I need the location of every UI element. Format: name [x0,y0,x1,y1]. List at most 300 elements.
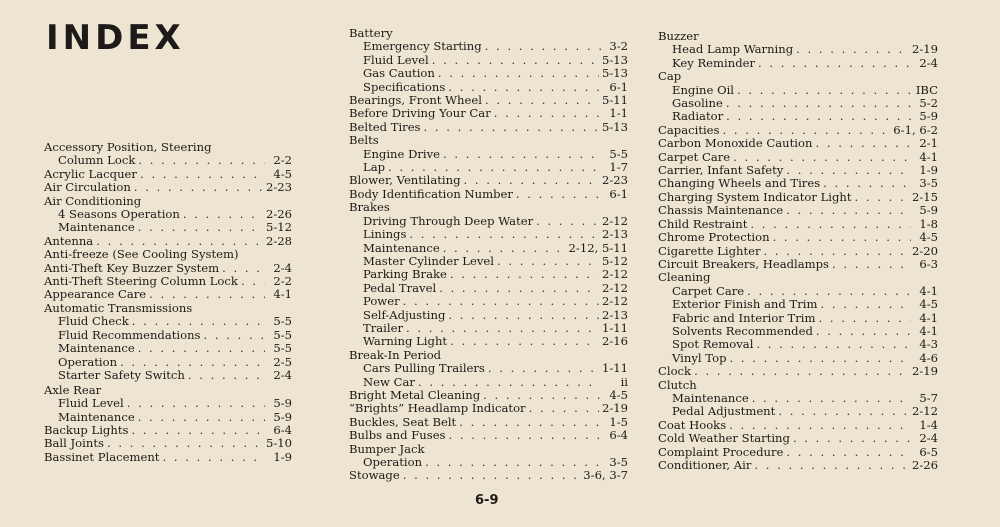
index-term: Key Reminder [672,55,756,70]
index-page-ref: 2-4 [273,367,292,382]
index-term: 4 Seasons Operation [58,207,180,222]
dot-leader [730,352,911,365]
index-term: Pedal Adjustment [672,404,776,419]
index-term: Operation [58,354,118,369]
index-page-ref: ii [620,374,628,389]
index-page-ref: 5-10 [265,436,292,451]
index-term: Chassis Maintenance [658,203,784,218]
index-term: Vinyl Top [672,350,727,365]
index-subentry [349,322,628,335]
index-term: Coat Hooks [658,417,727,432]
index-term: Engine Oil [672,82,734,97]
index-page-ref: 2-2 [273,153,292,168]
index-subentry [349,161,628,174]
index-page-ref: 5-2 [919,96,938,111]
index-subentry [349,242,628,255]
index-heading [44,248,292,261]
index-subentry [44,154,292,167]
index-term: Cleaning [658,270,711,285]
index-term: Carbon Monoxide Caution [658,136,813,151]
index-page-ref: 2-4 [919,431,938,446]
index-entry [349,107,628,120]
index-term: Charging System Indicator Light [658,189,852,204]
dot-leader [409,228,599,241]
index-term: Bulbs and Fuses [349,428,446,443]
index-entry [349,94,628,107]
index-page-ref: 4-1 [919,310,938,325]
index-heading [44,195,292,208]
dot-leader [438,67,599,80]
index-page-ref: 2-15 [911,189,938,204]
index-term: Conditioner, Air [658,458,752,472]
index-subentry [658,352,938,365]
index-term: Clutch [658,377,697,392]
index-page-ref: 2-4 [919,55,938,70]
index-page-ref: 2-12, 5-11 [568,240,628,255]
dot-leader [758,57,911,70]
index-term: Antenna [44,233,94,248]
index-term: New Car [363,374,415,389]
dot-leader [488,362,599,375]
index-page-ref: 1-11 [601,361,628,376]
dot-leader [403,295,599,308]
dot-leader [747,285,911,298]
dot-leader [450,268,599,281]
index-term: Anti-freeze (See Cooling System) [44,247,239,262]
dot-leader [786,446,911,459]
index-page-ref: 5-9 [273,409,292,424]
index-subentry [349,335,628,348]
index-entry [44,168,292,181]
index-entry [349,121,628,134]
index-page-ref: 5-11 [601,93,628,108]
dot-leader [388,161,601,174]
dot-leader [134,181,263,194]
index-page-ref: 5-5 [273,314,292,329]
index-page-ref: 2-20 [911,243,938,258]
index-subentry [44,411,292,424]
dot-leader [483,389,601,402]
index-page-ref: 2-2 [273,274,292,289]
index-subentry [44,369,292,382]
index-term: Carpet Care [672,283,745,298]
index-entry [349,389,628,402]
index-page-ref: 2-12 [911,404,938,419]
dot-leader [726,110,911,123]
index-entry [44,437,292,450]
dot-leader [756,338,911,351]
index-heading [44,141,292,154]
dot-leader [723,124,891,137]
index-entry [44,288,292,301]
index-entry [658,258,938,271]
dot-leader [448,309,599,322]
index-page-ref: 6-1 [609,186,628,201]
dot-leader [120,356,265,369]
index-page-ref: 6-1 [609,79,628,94]
index-page-ref: 2-1 [919,136,938,151]
index-entry [44,451,292,464]
page-number: 6-9 [475,493,499,508]
index-page-ref: 3-5 [919,176,938,191]
index-subentry [658,43,938,56]
index-term: Appearance Care [44,287,147,302]
index-entry [658,177,938,190]
index-entry [658,191,938,204]
index-heading [658,30,938,43]
dot-leader [418,376,601,389]
index-page-ref: 5-9 [919,109,938,124]
index-page-ref: 4-1 [919,283,938,298]
index-heading [349,201,628,214]
index-page-ref: 5-12 [265,220,292,235]
index-page-ref: 5-9 [919,203,938,218]
dot-leader [162,451,265,464]
index-entry [44,262,292,275]
index-subentry [658,298,938,311]
index-subentry [349,148,628,161]
index-term: Anti-Theft Key Buzzer System [44,260,220,275]
index-term: Carrier, Infant Safety [658,163,784,178]
index-subentry [658,312,938,325]
index-column-1 [44,141,292,464]
index-entry [349,188,628,201]
index-page-ref: 2-12 [601,280,628,295]
index-page-ref: 4-3 [919,337,938,352]
dot-leader [750,218,911,231]
dot-leader [448,81,601,94]
index-page-ref: 6-5 [919,444,938,459]
index-page-ref: 4-5 [273,166,292,181]
index-heading [658,271,938,284]
index-subentry [349,215,628,228]
dot-leader [485,40,601,53]
index-term: Maintenance [672,390,749,405]
index-term: Stowage [349,468,400,483]
index-term: Battery [349,26,393,40]
index-page-ref: 4-5 [609,387,628,402]
index-term: Lap [363,160,386,175]
index-term: Solvents Recommended [672,323,813,338]
index-heading [658,70,938,83]
index-term: “Brights” Headlamp Indicator [349,401,526,416]
index-subentry [349,268,628,281]
index-page-ref: 5-12 [601,253,628,268]
index-term: Maintenance [363,240,440,255]
index-entry [658,231,938,244]
index-page-ref: 2-23 [601,173,628,188]
index-page-ref: 2-26 [265,207,292,222]
index-term: Maintenance [58,220,135,235]
index-term: Bright Metal Cleaning [349,387,481,402]
index-term: Trailer [363,320,404,335]
index-term: Engine Drive [363,146,441,161]
index-term: Cigarette Lighter [658,243,761,258]
index-term: Brakes [349,200,390,215]
index-page-ref: 4-1 [919,323,938,338]
dot-leader [823,177,911,190]
dot-leader [816,325,911,338]
index-subentry [658,392,938,405]
dot-leader [107,437,263,450]
index-page-ref: 6-3 [919,256,938,271]
index-page-ref: 2-12 [601,213,628,228]
index-page-ref: 2-19 [911,42,938,57]
index-entry [349,469,628,482]
dot-leader [450,335,599,348]
index-subentry [349,255,628,268]
dot-leader [773,231,911,244]
dot-leader [443,148,601,161]
index-heading [349,443,628,456]
index-page-ref: 1-9 [919,163,938,178]
dot-leader [424,121,599,134]
index-term: Changing Wheels and Tires [658,176,821,191]
dot-leader [138,411,265,424]
index-term: Pedal Travel [363,280,437,295]
index-page-ref: 2-19 [911,364,938,379]
index-page-ref: 2-28 [265,233,292,248]
dot-leader [425,456,601,469]
index-term: Cold Weather Starting [658,431,790,446]
dot-leader [204,329,265,342]
index-term: Before Driving Your Car [349,106,491,121]
index-term: Clock [658,364,692,379]
index-page-ref: 5-13 [601,52,628,67]
index-term: Power [363,294,400,309]
index-term: Bassinet Placement [44,449,160,464]
index-term: Warning Light [363,334,448,349]
dot-leader [536,215,599,228]
index-subentry [44,315,292,328]
index-heading [349,349,628,362]
dot-leader [815,137,911,150]
dot-leader [132,315,265,328]
index-subentry [658,405,938,418]
index-page-ref: 3-2 [609,39,628,54]
index-heading [44,384,292,397]
index-entry [658,446,938,459]
dot-leader [752,392,911,405]
dot-leader [793,432,911,445]
dot-leader [754,459,909,472]
index-page-ref: 2-16 [601,334,628,349]
index-subentry [44,342,292,355]
index-page-ref: 2-12 [601,294,628,309]
index-column-2 [349,27,628,483]
index-subentry [349,309,628,322]
index-entry [658,245,938,258]
index-subentry [658,110,938,123]
dot-leader [494,107,601,120]
dot-leader [459,416,601,429]
dot-leader [796,43,909,56]
index-term: Master Cylinder Level [363,253,494,268]
dot-leader [786,164,911,177]
index-subentry [658,325,938,338]
index-subentry [44,329,292,342]
dot-leader [138,154,265,167]
index-entry [658,419,938,432]
index-term: Fabric and Interior Trim [672,310,816,325]
index-page-ref: 2-12 [601,267,628,282]
index-page-ref: 5-9 [273,396,292,411]
index-subentry [44,356,292,369]
index-term: Body Identification Number [349,186,513,201]
index-term: Head Lamp Warning [672,42,794,57]
index-term: Bumper Jack [349,441,425,456]
index-subentry [349,362,628,375]
dot-leader [432,54,599,67]
index-subentry [349,456,628,469]
index-heading [349,27,628,40]
index-subentry [349,295,628,308]
dot-leader [786,204,911,217]
index-page-ref: 1-1 [609,106,628,121]
index-subentry [349,81,628,94]
index-subentry [658,84,938,97]
index-term: Maintenance [58,409,135,424]
index-entry [44,275,292,288]
index-term: Bearings, Front Wheel [349,93,482,108]
dot-leader [778,405,909,418]
index-term: Blower, Ventilating [349,173,461,188]
index-term: Belted Tires [349,119,421,134]
index-term: Column Lock [58,153,136,168]
index-page-ref: 5-5 [273,327,292,342]
dot-leader [464,174,599,187]
dot-leader [96,235,263,248]
index-term: Child Restraint [658,216,748,231]
index-term: Gas Caution [363,66,435,81]
index-page-ref: 4-5 [919,297,938,312]
index-term: Parking Brake [363,267,447,282]
index-entry [658,365,938,378]
index-term: Backup Lights [44,423,129,438]
dot-leader [403,469,581,482]
index-subentry [349,282,628,295]
index-page-ref: 6-4 [273,423,292,438]
index-term: Buzzer [658,29,699,43]
index-term: Emergency Starting [363,39,482,54]
dot-leader [820,298,911,311]
index-term: Cap [658,69,682,84]
index-page-ref: 5-5 [609,146,628,161]
index-term: Self-Adjusting [363,307,446,322]
index-page-ref: 2-26 [911,458,938,472]
dot-leader [832,258,911,271]
index-entry [349,174,628,187]
index-term: Spot Removal [672,337,754,352]
index-page-ref: 3-6, 3-7 [583,468,628,483]
index-term: Starter Safety Switch [58,367,185,382]
index-term: Operation [363,455,423,469]
index-page-ref: 2-4 [273,260,292,275]
dot-leader [819,312,911,325]
index-page-ref: 4-1 [919,149,938,164]
index-page-ref: 2-13 [601,227,628,242]
index-page-ref: 5-13 [601,66,628,81]
index-subentry [658,338,938,351]
index-term: Capacities [658,122,720,137]
index-term: Linings [363,227,407,242]
index-page-ref: 1-9 [273,449,292,464]
index-page-ref: 4-1 [273,287,292,302]
index-term: Chrome Protection [658,230,770,245]
index-subentry [44,208,292,221]
index-term: Automatic Transmissions [44,300,193,315]
index-term: Fluid Level [58,396,124,411]
index-term: Cars Pulling Trailers [363,361,485,376]
index-term: Accessory Position, Steering [44,140,212,154]
dot-leader [138,342,265,355]
index-term: Complaint Procedure [658,444,784,459]
index-term: Belts [349,133,379,148]
index-page-ref: 4-5 [919,230,938,245]
index-entry [658,164,938,177]
index-term: Air Circulation [44,180,131,195]
index-entry [658,218,938,231]
dot-leader [439,282,599,295]
index-page-ref: 6-4 [609,428,628,443]
index-term: Axle Rear [44,382,102,397]
index-page-ref: 1-11 [601,320,628,335]
dot-leader [485,94,599,107]
index-subentry [658,285,938,298]
index-column-3 [658,30,938,472]
index-page-ref: 3-5 [609,455,628,469]
dot-leader [529,402,599,415]
dot-leader [138,221,263,234]
index-term: Circuit Breakers, Headlamps [658,256,830,271]
dot-leader [406,322,599,335]
index-entry [349,429,628,442]
index-subentry [349,376,628,389]
index-page-ref: 2-13 [601,307,628,322]
index-heading [658,379,938,392]
index-entry [658,432,938,445]
index-page-ref: 5-5 [273,341,292,356]
index-entry [44,235,292,248]
index-subentry [44,221,292,234]
index-subentry [44,397,292,410]
index-page-ref: 2-19 [601,401,628,416]
dot-leader [188,369,265,382]
dot-leader [726,97,911,110]
index-entry [44,424,292,437]
index-entry [658,124,938,137]
dot-leader [737,84,911,97]
index-entry [349,402,628,415]
index-page-ref: IBC [915,82,938,97]
index-term: Specifications [363,79,446,94]
dot-leader [764,245,909,258]
index-subentry [349,40,628,53]
index-page-ref: 6-1, 6-2 [893,122,938,137]
index-page-ref: 1-4 [919,417,938,432]
index-page-ref: 1-5 [609,414,628,429]
dot-leader [449,429,601,442]
dot-leader [241,275,265,288]
dot-leader [516,188,601,201]
dot-leader [222,262,265,275]
dot-leader [729,419,911,432]
index-subentry [349,228,628,241]
index-entry [658,204,938,217]
index-page-ref: 5-13 [601,119,628,134]
index-entry [658,151,938,164]
index-heading [44,302,292,315]
